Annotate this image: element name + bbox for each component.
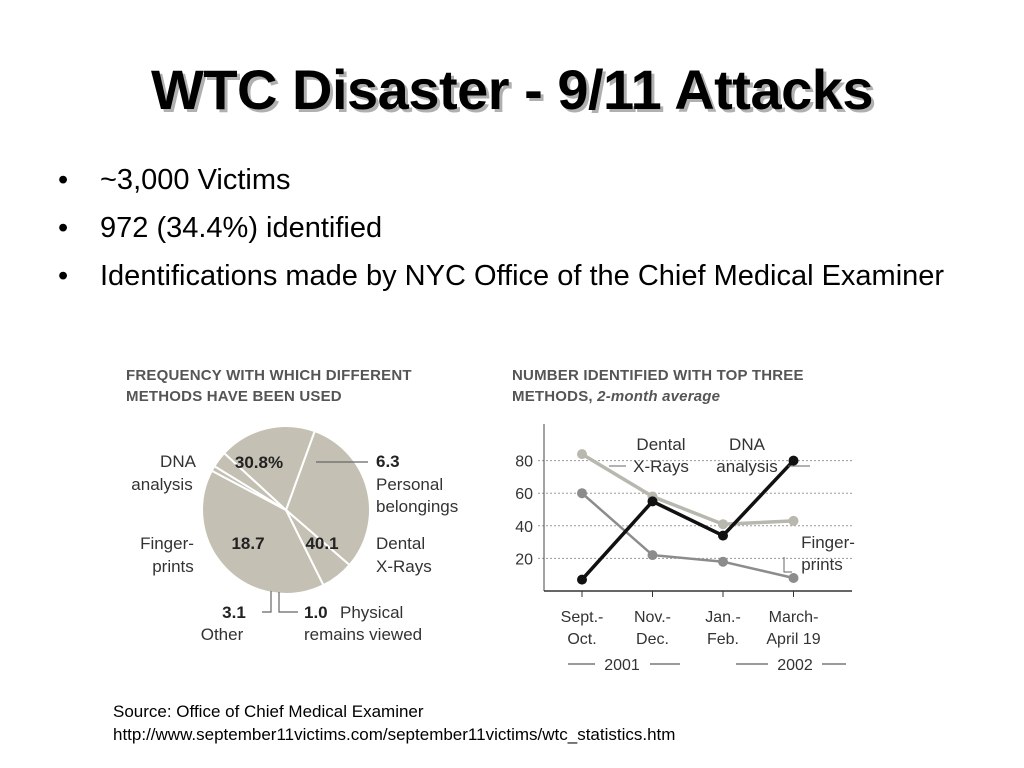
bullet-text: Identifications made by NYC Office of the Chief Medical Examiner — [100, 260, 945, 292]
data-point — [577, 575, 587, 585]
x-tick-label: Nov.- — [633, 609, 672, 626]
series-line — [582, 493, 794, 578]
pie-value-label: 30.8% — [234, 453, 284, 472]
x-tick-label: Dec. — [636, 631, 669, 648]
x-tick-label: Sept.- — [560, 609, 604, 626]
x-tick-label: Jan.- — [705, 609, 741, 626]
pie-category-label: DNA — [160, 452, 196, 471]
bullet-icon: • — [58, 164, 69, 196]
data-point — [789, 573, 799, 583]
pie-value-label: 6.3 — [376, 452, 400, 471]
data-point — [789, 456, 799, 466]
x-tick-label: Oct. — [567, 631, 597, 648]
series-label: X-Rays — [633, 457, 689, 476]
pie-title-line: METHODS HAVE BEEN USED — [126, 388, 342, 405]
data-point — [718, 519, 728, 529]
data-point — [648, 496, 658, 506]
series-label: prints — [801, 555, 843, 574]
source-url: http://www.september11victims.com/september11victims/wtc_statistics.htm — [113, 725, 676, 744]
y-tick-label: 80 — [515, 453, 533, 471]
year-label: 2001 — [604, 657, 640, 674]
pie-category-label: remains viewed — [304, 625, 423, 644]
series-label: DNA — [729, 435, 765, 454]
pie-value-label: 1.0 — [304, 603, 328, 622]
series-label: Finger- — [801, 533, 855, 552]
year-label: 2002 — [777, 657, 813, 674]
bullet-icon: • — [58, 260, 69, 292]
pie-category-label: Personal — [376, 475, 444, 494]
bullet-icon: • — [58, 212, 69, 244]
data-point — [718, 531, 728, 541]
pie-title-line: FREQUENCY WITH WHICH DIFFERENT — [126, 367, 412, 384]
pie-category-label: Dental — [376, 534, 426, 553]
line-title-italic: 2-month average — [597, 388, 721, 405]
pie-value-label: 40.1 — [305, 534, 339, 553]
bullet-text: 972 (34.4%) identified — [100, 212, 383, 244]
y-tick-label: 20 — [515, 551, 533, 569]
pie-category-label: analysis — [131, 475, 193, 494]
pie-category-label: prints — [152, 557, 194, 576]
pie-value-label: 3.1 — [222, 603, 246, 622]
pie-category-label: Finger- — [140, 534, 194, 553]
y-tick-label: 60 — [515, 486, 533, 504]
source-citation — [113, 700, 675, 746]
data-point — [789, 516, 799, 526]
line-title-line: NUMBER IDENTIFIED WITH TOP THREE — [512, 367, 804, 384]
series-label: analysis — [716, 457, 778, 476]
source-line: Source: Office of Chief Medical Examiner — [113, 702, 424, 721]
pie-category-label: Physical — [340, 603, 404, 622]
x-tick-label: March- — [768, 609, 819, 626]
series-label: Dental — [636, 435, 686, 454]
data-point — [577, 488, 587, 498]
pie-category-label: belongings — [376, 497, 459, 516]
data-point — [718, 557, 728, 567]
slide-title: WTC Disaster - 9/11 Attacks — [150, 58, 874, 121]
pie-category-label: Other — [200, 625, 244, 644]
line-title-line: METHODS, — [512, 388, 593, 405]
pie-value-label: 18.7 — [231, 534, 265, 553]
pie-category-label: X-Rays — [376, 557, 432, 576]
y-tick-label: 40 — [515, 518, 533, 536]
data-point — [577, 449, 587, 459]
bullet-text: ~3,000 Victims — [100, 164, 291, 196]
data-point — [648, 550, 658, 560]
x-tick-label: Feb. — [706, 631, 740, 648]
series-leader — [784, 557, 792, 572]
x-tick-label: April 19 — [766, 631, 821, 648]
